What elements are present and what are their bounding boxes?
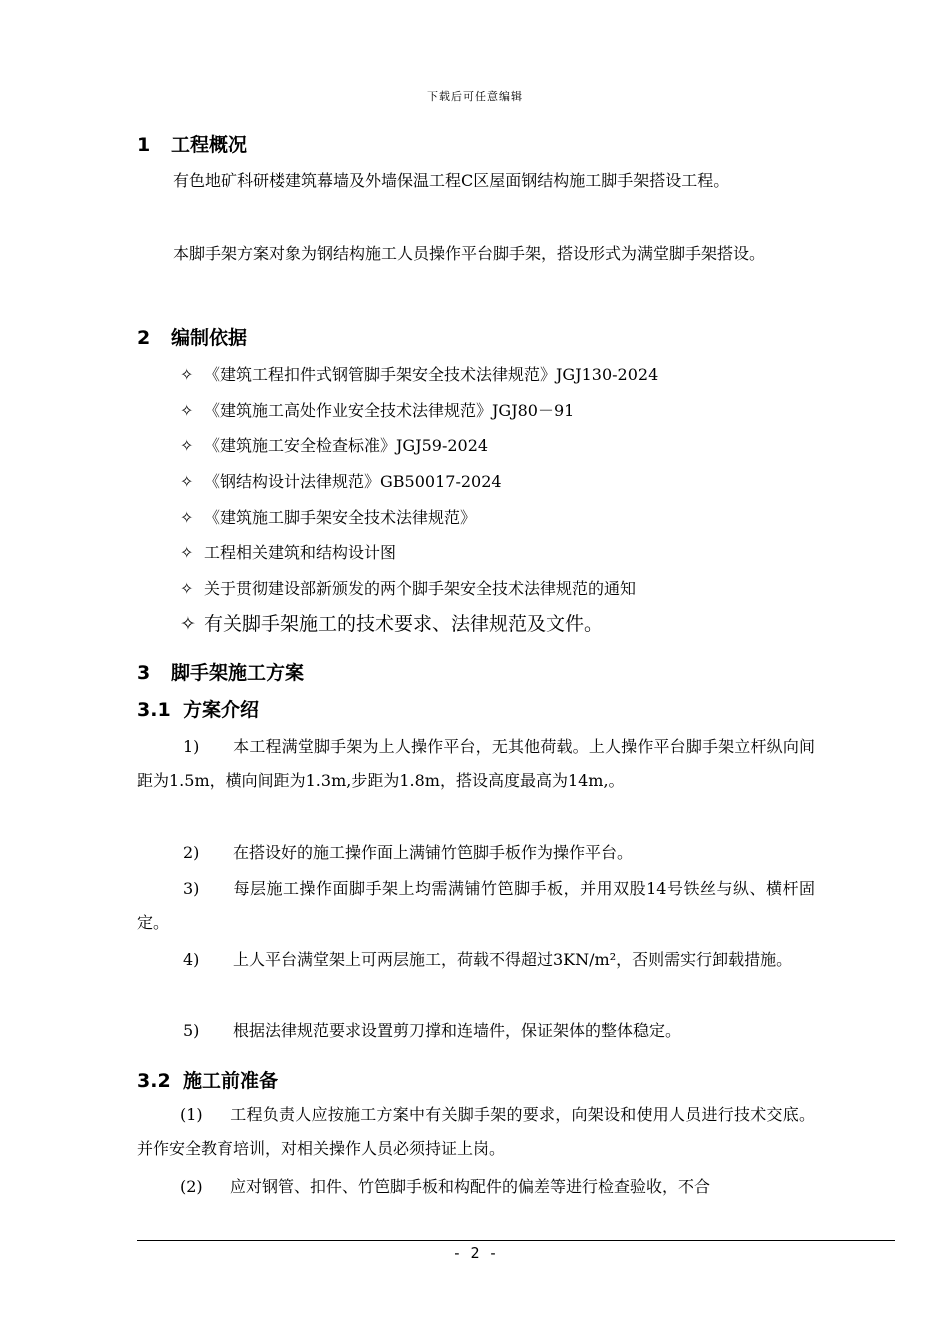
reference-text: 《建筑施工安全检查标准》JGJ59-2024 — [204, 436, 489, 455]
section-number: 3 — [137, 662, 151, 684]
item-label: 4) — [183, 950, 200, 969]
paragraph: 本脚手架方案对象为钢结构施工人员操作平台脚手架，搭设形式为满堂脚手架搭设。 — [173, 244, 766, 263]
diamond-bullet-icon: ✧ — [180, 472, 194, 491]
diamond-bullet-icon: ✧ — [180, 613, 196, 635]
reference-text: 《建筑施工脚手架安全技术法律规范》 — [204, 508, 477, 527]
list-item — [137, 1098, 815, 1166]
reference-text: 关于贯彻建设部新颁发的两个脚手架安全技术法律规范的通知 — [204, 579, 637, 598]
subsection-number: 3.1 — [137, 699, 171, 721]
section-number: 1 — [137, 134, 151, 156]
section-number: 2 — [137, 327, 151, 349]
item-text: 在搭设好的施工操作面上满铺竹笆脚手板作为操作平台。 — [233, 843, 634, 862]
reference-item — [180, 576, 636, 599]
item-text: 每层施工操作面脚手架上均需满铺竹笆脚手板，并用双股14号铁丝与纵、横杆固定。 — [137, 879, 815, 932]
diamond-bullet-icon: ✧ — [180, 579, 194, 598]
item-text: 应对钢管、扣件、竹笆脚手板和构配件的偏差等进行检查验收，不合 — [230, 1177, 711, 1196]
section-title: 工程概况 — [171, 134, 248, 156]
reference-text: 《建筑工程扣件式钢管脚手架安全技术法律规范》JGJ130-2024 — [204, 365, 659, 384]
paragraph: 有色地矿科研楼建筑幕墙及外墙保温工程C区屋面钢结构施工脚手架搭设工程。 — [173, 171, 730, 190]
subsection-3-2-heading — [137, 1066, 278, 1093]
reference-item — [180, 540, 396, 563]
list-item — [137, 730, 815, 798]
item-text: 上人平台满堂架上可两层施工，荷载不得超过3KN/m²，否则需实行卸载措施。 — [233, 950, 793, 969]
reference-item — [180, 469, 502, 492]
item-text: 工程负责人应按施工方案中有关脚手架的要求，向架设和使用人员进行技术交底。并作安全教育培训，对相关操作人员必须持证上岗。 — [137, 1105, 815, 1158]
reference-item — [180, 609, 603, 636]
diamond-bullet-icon: ✧ — [180, 543, 194, 562]
item-label: 2) — [183, 843, 200, 862]
diamond-bullet-icon: ✧ — [180, 365, 194, 384]
list-item — [137, 836, 815, 870]
reference-item — [180, 505, 476, 528]
item-label: 3) — [183, 879, 200, 898]
subsection-title: 施工前准备 — [183, 1070, 279, 1092]
reference-text: 《建筑施工高处作业安全技术法律规范》JGJ80－91 — [204, 401, 575, 420]
item-text: 本工程满堂脚手架为上人操作平台，无其他荷载。上人操作平台脚手架立杆纵向间距为1.5m，横向间距为1.3m,步距为1.8m，搭设高度最高为14m,。 — [137, 737, 815, 790]
diamond-bullet-icon: ✧ — [180, 508, 194, 527]
reference-text: 有关脚手架施工的技术要求、法律规范及文件。 — [204, 613, 604, 635]
item-label: (2) — [180, 1177, 203, 1196]
list-item — [137, 1170, 815, 1204]
reference-item — [180, 362, 658, 385]
item-label: 5) — [183, 1021, 200, 1040]
subsection-number: 3.2 — [137, 1070, 171, 1092]
section-3-heading — [137, 658, 304, 685]
section-title: 编制依据 — [171, 327, 248, 349]
page-number: - 2 - — [452, 1244, 498, 1262]
diamond-bullet-icon: ✧ — [180, 436, 194, 455]
subsection-3-1-heading — [137, 695, 259, 722]
page-header: 下载后可任意编辑 — [427, 90, 523, 103]
reference-item — [180, 398, 574, 421]
list-item — [137, 943, 815, 977]
footer-divider — [137, 1240, 895, 1241]
reference-item — [180, 433, 488, 456]
item-text: 根据法律规范要求设置剪刀撑和连墙件，保证架体的整体稳定。 — [233, 1021, 682, 1040]
reference-text: 《钢结构设计法律规范》GB50017-2024 — [204, 472, 502, 491]
list-item — [137, 1014, 815, 1048]
reference-text: 工程相关建筑和结构设计图 — [204, 543, 397, 562]
subsection-title: 方案介绍 — [183, 699, 260, 721]
section-title: 脚手架施工方案 — [171, 662, 305, 684]
section-1-heading — [137, 130, 247, 157]
section-2-heading — [137, 323, 247, 350]
diamond-bullet-icon: ✧ — [180, 401, 194, 420]
item-label: (1) — [180, 1105, 203, 1124]
list-item — [137, 872, 815, 940]
item-label: 1) — [183, 737, 200, 756]
